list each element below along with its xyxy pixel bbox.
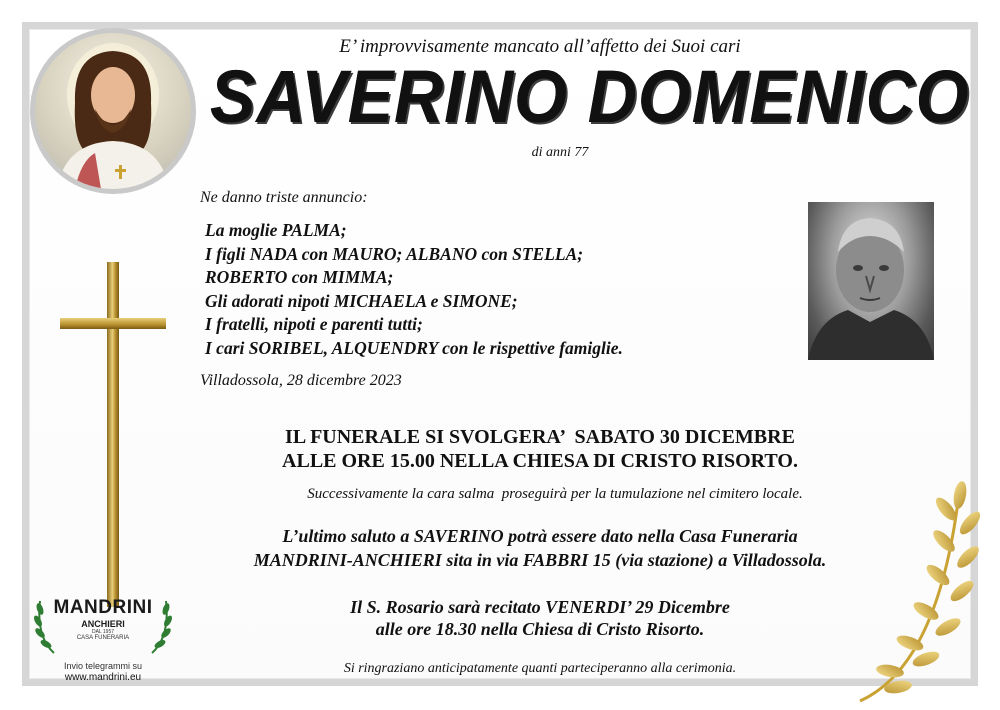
funeral-line-2: ALLE ORE 15.00 NELLA CHIESA DI CRISTO RISORTO. [282, 450, 798, 472]
burial-note: Successivamente la cara salma proseguirà per la tumulazione nel cimitero locale. [307, 486, 803, 502]
deceased-photo [808, 202, 934, 360]
announcement-intro: Ne danno triste annuncio: [200, 189, 368, 206]
farewell-line-1: L’ultimo saluto a SAVERINO potrà essere dato nella Casa Funeraria [282, 526, 798, 546]
gold-cross-vertical [107, 262, 119, 607]
telegram-note-text: Invio telegrammi su [63, 661, 143, 671]
farewell-info [180, 524, 900, 572]
logo-sub: ANCHIERI [81, 619, 125, 629]
family-line: La moglie PALMA; [205, 220, 347, 240]
thanks-note: Si ringraziano anticipatamente quanti parteciperanno alla cerimonia. [343, 661, 737, 676]
family-line: I figli NADA con MAURO; ALBANO con STELLA; [205, 243, 584, 264]
headline: E’ improvvisamente mancato all’affetto dei Suoi cari [339, 36, 741, 57]
rosary-line-1: Il S. Rosario sarà recitato VENERDI’ 29 Dicembre [350, 597, 730, 617]
rosary-line-2: alle ore 18.30 nella Chiesa di Cristo Risorto. [375, 619, 705, 639]
website-link[interactable]: www.mandrini.eu [64, 672, 142, 683]
family-line: ROBERTO con MIMMA; [205, 267, 394, 287]
christ-portrait-icon [35, 33, 191, 189]
funeral-line-1: IL FUNERALE SI SVOLGERA’ SABATO 30 DICEMBRE [285, 426, 795, 448]
religious-portrait [30, 28, 196, 194]
telegram-note [30, 661, 176, 683]
family-line: Gli adorati nipoti MICHAELA e SIMONE; [205, 290, 518, 311]
wheat-icon [820, 465, 998, 705]
logo-type: CASA FUNERARIA [76, 635, 130, 641]
funeral-home-logo [30, 595, 176, 665]
farewell-line-2: MANDRINI-ANCHIERI sita in via FABBRI 15 (via stazione) a Villadossola. [253, 550, 827, 570]
person-photo-icon [808, 202, 934, 360]
funeral-info [200, 425, 880, 473]
logo-name: MANDRINI [53, 597, 153, 618]
family-list [205, 219, 623, 360]
golden-wheat-decoration [820, 465, 998, 705]
rosary-info [220, 596, 860, 640]
deceased-name: SAVERINO DOMENICO [210, 55, 970, 138]
family-line: I cari SORIBEL, ALQUENDRY con le rispettive famiglie. [205, 337, 623, 358]
logo-since: DAL 1957 [91, 629, 115, 635]
place-date: Villadossola, 28 dicembre 2023 [200, 372, 402, 389]
deceased-age: di anni 77 [531, 145, 589, 160]
family-line: I fratelli, nipoti e parenti tutti; [205, 314, 423, 334]
laurel-left-icon [32, 597, 58, 655]
gold-cross-horizontal [60, 318, 166, 329]
laurel-right-icon [148, 597, 174, 655]
